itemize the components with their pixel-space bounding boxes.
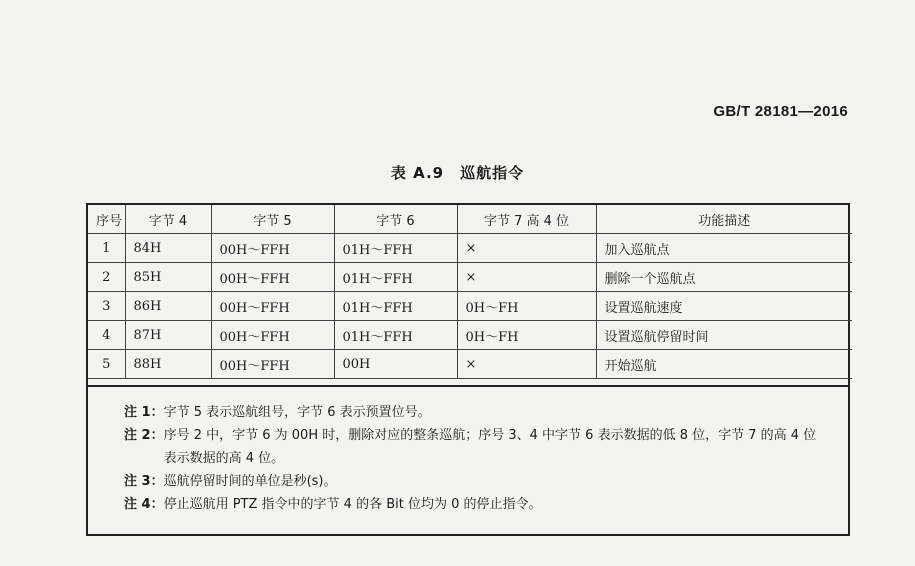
cell-function: 加入巡航点: [596, 234, 852, 263]
cell-function: 设置巡航停留时间: [596, 321, 852, 350]
column-header-byte7: 字节 7 高 4 位: [457, 205, 596, 234]
cruise-command-table-frame: [86, 203, 850, 536]
cell-byte7: ×: [457, 263, 596, 292]
cell-byte7: ×: [457, 350, 596, 379]
cell-byte7: 0H～FH: [457, 321, 596, 350]
table-row: [88, 350, 852, 379]
cell-byte4: 85H: [125, 263, 211, 292]
note-item: [124, 401, 848, 424]
cell-byte6: 01H～FFH: [334, 263, 457, 292]
cell-byte6: 01H～FFH: [334, 292, 457, 321]
note-item: [124, 493, 848, 516]
cell-byte6: 01H～FFH: [334, 234, 457, 263]
cell-seq: 4: [88, 321, 125, 350]
cell-byte6: 00H: [334, 350, 457, 379]
table-notes: [88, 385, 848, 516]
column-header-byte5: 字节 5: [211, 205, 334, 234]
cell-function: 开始巡航: [596, 350, 852, 379]
cell-function: 设置巡航速度: [596, 292, 852, 321]
cell-byte4: 88H: [125, 350, 211, 379]
note-text: 序号 2 中，字节 6 为 00H 时，删除对应的整条巡航；序号 3、4 中字节 6 表示数据的低 8 位，字节 7 的高 4 位表示数据的高 4 位。: [163, 428, 817, 466]
table-row: [88, 292, 852, 321]
table-caption: 表 A.9 巡航指令: [390, 164, 525, 182]
table-row: [88, 263, 852, 292]
note-item: [124, 424, 848, 470]
cruise-command-table: [88, 205, 852, 379]
column-header-function: 功能描述: [596, 205, 852, 234]
cell-byte4: 87H: [125, 321, 211, 350]
column-header-seq: 序号: [88, 205, 125, 234]
cell-byte7: ×: [457, 234, 596, 263]
cell-seq: 2: [88, 263, 125, 292]
table-row: [88, 321, 852, 350]
cell-byte5: 00H～FFH: [211, 263, 334, 292]
column-header-byte6: 字节 6: [334, 205, 457, 234]
table-header-row: [88, 205, 852, 234]
note-label: 注 1：: [124, 405, 164, 420]
cell-seq: 3: [88, 292, 125, 321]
note-item: [124, 470, 848, 493]
cell-byte4: 84H: [125, 234, 211, 263]
standard-number: GB/T 28181—2016: [713, 103, 848, 120]
cell-byte5: 00H～FFH: [211, 321, 334, 350]
cell-byte7: 0H～FH: [457, 292, 596, 321]
cell-byte5: 00H～FFH: [211, 292, 334, 321]
note-text: 停止巡航用 PTZ 指令中的字节 4 的各 Bit 位均为 0 的停止指令。: [163, 497, 542, 512]
note-label: 注 2：: [124, 428, 164, 443]
note-label: 注 4：: [124, 497, 164, 512]
note-text: 巡航停留时间的单位是秒(s)。: [163, 474, 337, 489]
note-text: 字节 5 表示巡航组号，字节 6 表示预置位号。: [163, 405, 431, 420]
cell-function: 删除一个巡航点: [596, 263, 852, 292]
cell-byte4: 86H: [125, 292, 211, 321]
cell-byte5: 00H～FFH: [211, 350, 334, 379]
cell-byte5: 00H～FFH: [211, 234, 334, 263]
cell-byte6: 01H～FFH: [334, 321, 457, 350]
note-label: 注 3：: [124, 474, 164, 489]
cell-seq: 5: [88, 350, 125, 379]
cell-seq: 1: [88, 234, 125, 263]
table-row: [88, 234, 852, 263]
column-header-byte4: 字节 4: [125, 205, 211, 234]
